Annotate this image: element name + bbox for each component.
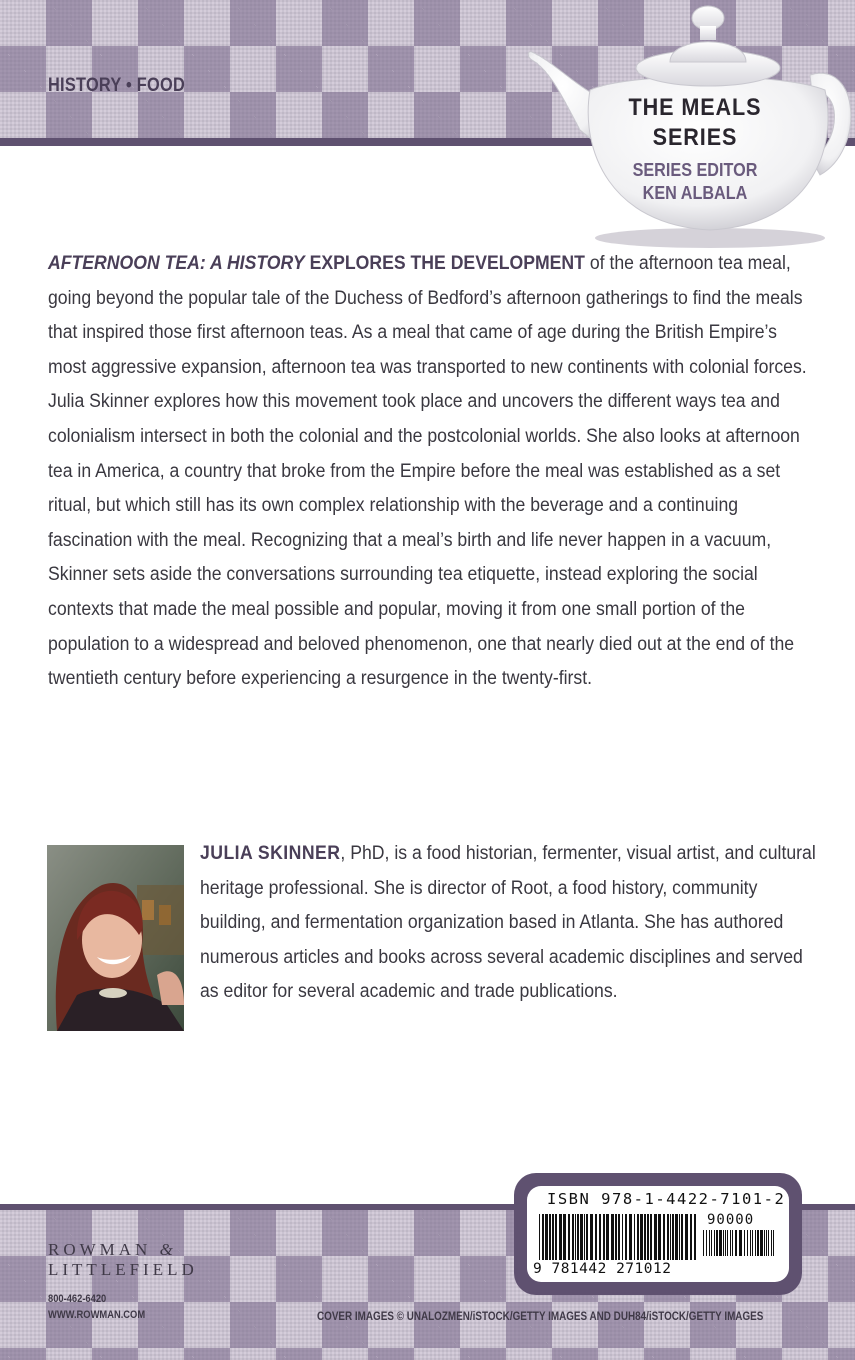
barcode-bar	[549, 1214, 551, 1260]
barcode-bar	[719, 1230, 722, 1256]
description-lead	[48, 252, 585, 274]
barcode-bar	[611, 1214, 614, 1260]
barcode-bar	[752, 1230, 753, 1256]
author-portrait-image	[47, 845, 184, 1031]
barcode-bar	[725, 1230, 726, 1256]
barcode-bar	[711, 1230, 712, 1256]
series-editor-line2: KEN ALBALA	[642, 183, 748, 203]
publisher-phone: 800-462-6420	[48, 1293, 107, 1305]
barcode-bar	[690, 1214, 692, 1260]
barcode-bar	[644, 1214, 646, 1260]
author-bio	[200, 836, 821, 1009]
barcode-bar	[747, 1230, 748, 1256]
barcode-bar	[640, 1214, 643, 1260]
barcode-bar	[663, 1214, 665, 1260]
series-title-line1: THE MEALS	[628, 94, 762, 121]
barcode-bar	[599, 1214, 601, 1260]
barcode-bar	[755, 1230, 756, 1256]
barcode-bar	[625, 1214, 627, 1260]
barcode-bar	[709, 1230, 710, 1256]
cover-image-credits: COVER IMAGES © UNALOZMEN/iSTOCK/GETTY IMAGES AND DUH84/iSTOCK/GETTY IMAGES	[317, 1311, 764, 1323]
barcode-bar	[732, 1230, 733, 1256]
book-title: AFTERNOON TEA: A HISTORY	[48, 252, 305, 274]
category-label: HISTORY • FOOD	[48, 75, 186, 96]
barcode-bar	[577, 1214, 579, 1260]
publisher-contact	[48, 1291, 145, 1323]
barcode-bar	[670, 1214, 671, 1260]
barcode-bar	[563, 1214, 566, 1260]
publisher-amp: &	[159, 1240, 173, 1259]
barcode-bar	[672, 1214, 674, 1260]
barcode-bar	[760, 1230, 763, 1256]
barcode-bar	[559, 1214, 562, 1260]
barcode-bar	[552, 1214, 554, 1260]
barcode-bar	[764, 1230, 765, 1256]
publisher-logo	[48, 1240, 198, 1280]
barcode-bar	[650, 1214, 652, 1260]
barcode-bar	[622, 1214, 623, 1260]
description-lead-rest: EXPLORES THE DEVELOPMENT	[304, 252, 585, 274]
author-photo	[47, 845, 184, 1031]
barcode-bar	[584, 1214, 585, 1260]
barcode-bar	[654, 1214, 657, 1260]
barcode-bar	[539, 1214, 540, 1260]
barcode-bar	[750, 1230, 751, 1256]
barcode-bar	[727, 1230, 728, 1256]
barcode-bar	[667, 1214, 669, 1260]
barcode-bar	[658, 1214, 661, 1260]
barcode-bar	[586, 1214, 588, 1260]
barcode-bar	[545, 1214, 548, 1260]
barcode-bar	[739, 1230, 742, 1256]
barcode-bar	[685, 1214, 688, 1260]
ean-barcode-bars	[539, 1214, 699, 1262]
book-description	[48, 246, 809, 696]
isbn-label: ISBN 978-1-4422-7101-2	[547, 1190, 786, 1208]
addon-barcode-bars	[703, 1230, 777, 1278]
barcode-bar	[615, 1214, 617, 1260]
barcode-bar	[744, 1230, 745, 1256]
barcode-bar	[647, 1214, 649, 1260]
barcode-bar	[590, 1214, 593, 1260]
ean-number: 9 781442 271012	[533, 1261, 672, 1277]
author-name: JULIA SKINNER	[200, 842, 341, 864]
barcode-bar	[706, 1230, 707, 1256]
barcode-bar	[618, 1214, 620, 1260]
barcode-bar	[681, 1214, 683, 1260]
barcode-bar	[595, 1214, 597, 1260]
barcode	[527, 1186, 789, 1282]
barcode-bar	[634, 1214, 635, 1260]
barcode-bar	[766, 1230, 767, 1256]
publisher-website: WWW.ROWMAN.COM	[48, 1309, 146, 1321]
barcode-bar	[694, 1214, 696, 1260]
barcode-bar	[679, 1214, 680, 1260]
barcode-bar	[768, 1230, 769, 1256]
description-body: of the afternoon tea meal, going beyond the popular tale of the Duchess of Bedford’s afternoon gatherings to find the meals that inspired those first afternoon teas. As a meal that came of age during the British Empire’s most aggressive expansion, afternoon tea was transported to new continents with colonial forces. Julia Skinner explores how this movement took place and uncovers the different ways tea and colonialism intersect in both the colonial and the postcolonial worlds. She also looks at afternoon tea in America, a country that broke from the Empire before the meal was established as a set ritual, but which still has its own complex relationship with the beverage and a continuing fascination with the meal. Recognizing that a meal’s birth and life never happen in a vacuum, Skinner sets aside the conversations surrounding tea etiquette, instead exploring the social contexts that made the meal possible and popular, moving it from one small portion of the population to a widespread and beloved phenomenon, one that nearly died out at the end of the twentieth century before experiencing a resurgence in the twenty-first.	[48, 252, 807, 690]
barcode-bar	[757, 1230, 759, 1256]
barcode-bar	[716, 1230, 718, 1256]
barcode-bar	[730, 1230, 731, 1256]
barcode-bar	[723, 1230, 724, 1256]
barcode-bar	[555, 1214, 557, 1260]
barcode-bar	[603, 1214, 605, 1260]
barcode-bar	[575, 1214, 576, 1260]
barcode-bar	[714, 1230, 715, 1256]
barcode-bar	[542, 1214, 544, 1260]
author-bio-text: , PhD, is a food historian, fermenter, visual artist, and cultural heritage professional. She is director of Root, a food history, community building, and fermentation organization based in Atlanta. She has authored numerous articles and books across several academic disciplines and served as editor for several academic and trade publications.	[200, 842, 816, 1003]
barcode-bar	[606, 1214, 609, 1260]
series-editor-line1: SERIES EDITOR	[632, 160, 758, 180]
barcode-bar	[675, 1214, 678, 1260]
barcode-bar	[703, 1230, 704, 1256]
series-title-line2: SERIES	[652, 124, 738, 151]
barcode-bar	[572, 1214, 574, 1260]
addon-number: 90000	[707, 1212, 755, 1228]
barcode-bar	[568, 1214, 570, 1260]
publisher-line2: LITTLEFIELD	[48, 1260, 198, 1279]
barcode-bar	[773, 1230, 774, 1256]
series-badge	[595, 93, 795, 205]
barcode-bar	[637, 1214, 639, 1260]
barcode-bar	[735, 1230, 737, 1256]
publisher-line1: ROWMAN	[48, 1240, 152, 1259]
barcode-bar	[580, 1214, 583, 1260]
barcode-bar	[771, 1230, 772, 1256]
barcode-bar	[629, 1214, 632, 1260]
